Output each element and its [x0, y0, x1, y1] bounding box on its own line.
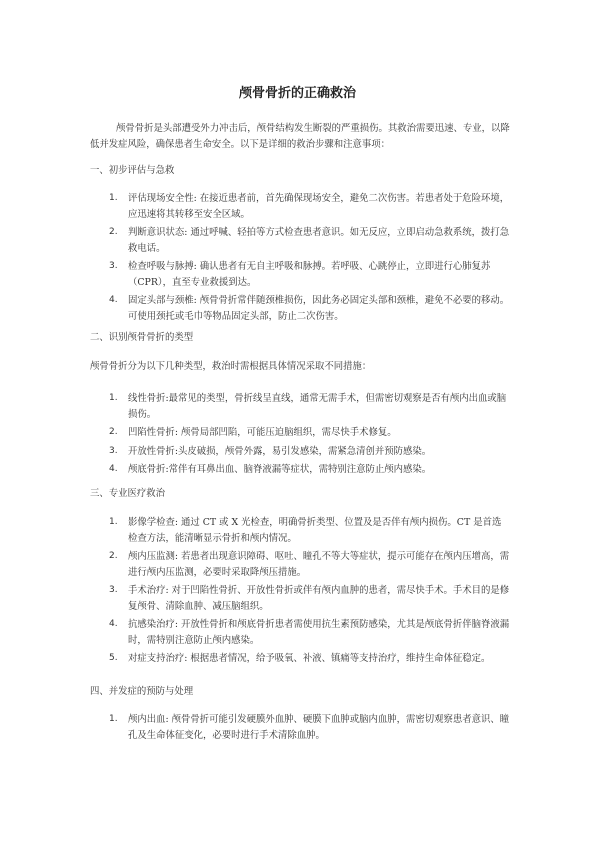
list-item-number: 3.: [109, 585, 118, 595]
list-item: [90, 549, 510, 580]
list-item-text: 抗感染治疗: 开放性骨折和颅底骨折患者需使用抗生素预防感染，尤其是颅底骨折伴脑脊液漏时，需特别注意防止颅内感染。: [128, 619, 510, 646]
list-item-text: 手术治疗: 对于凹陷性骨折、开放性骨折或伴有颅内血肿的患者，需尽快手术。手术目的是修复颅骨、清除血肿、减压脑组织。: [128, 585, 510, 612]
list-complications: [90, 712, 510, 743]
list-item-text: 判断意识状态: 通过呼喊、轻拍等方式检查患者意识。如无反应，立即启动急救系统，拨打急救电话。: [128, 227, 510, 254]
section-paragraph-fracture-types: 颅骨骨折分为以下几种类型，救治时需根据具体情况采取不同措施：: [90, 361, 372, 372]
list-item-number: 2.: [109, 227, 118, 237]
list-item-text: 颅内压监测: 若患者出现意识障碍、呕吐、瞳孔不等大等症状，提示可能存在颅内压增高，需进行颅内压监测，必要时采取降颅压措施。: [128, 551, 510, 578]
list-item-number: 2.: [109, 551, 118, 561]
list-item-text: 颅底骨折:常伴有耳鼻出血、脑脊液漏等症状，需特别注意防止颅内感染。: [128, 464, 432, 475]
list-item-number: 1.: [109, 393, 118, 403]
list-item: [90, 444, 510, 460]
list-item: [90, 259, 510, 290]
list-item-number: 5.: [109, 653, 118, 663]
list-item: [90, 391, 510, 422]
list-item-number: 4.: [109, 464, 118, 474]
list-item: [90, 225, 510, 256]
list-item: [90, 515, 510, 546]
list-item-text: 线性骨折:最常见的类型，骨折线呈直线，通常无需手术，但需密切观察是否有颅内出血或脑损伤。: [128, 393, 507, 420]
list-item: [90, 583, 510, 614]
list-item-text: 开放性骨折:头皮破损，颅骨外露，易引发感染，需紧急清创并预防感染。: [128, 445, 432, 457]
section-heading-fracture-types: 二、识别颅骨骨折的类型: [90, 332, 194, 343]
list-item: [90, 712, 510, 743]
list-item: [90, 425, 510, 441]
list-item-text: 检查呼吸与脉搏: 确认患者有无自主呼吸和脉搏。若呼吸、心跳停止，立即进行心肺复苏（CPR），直至专业救援到达。: [128, 261, 491, 288]
document-title: 颅骨骨折的正确救治: [238, 86, 356, 101]
list-item-number: 2.: [109, 427, 118, 437]
list-item: [90, 462, 510, 478]
list-item-text: 评估现场安全性: 在接近患者前，首先确保现场安全，避免二次伤害。若患者处于危险环境，应迅速将其转移至安全区域。: [128, 193, 510, 220]
list-fracture-types: [90, 391, 510, 481]
list-item-number: 1.: [109, 193, 118, 203]
section-heading-complications: 四、并发症的预防与处理: [90, 686, 194, 697]
list-item: [90, 293, 510, 324]
list-item-text: 影像学检查: 通过 CT 或 X 光检查，明确骨折类型、位置及是否伴有颅内损伤。CT 是首选检查方法，能清晰显示骨折和颅内情况。: [128, 517, 502, 544]
list-item: [90, 191, 510, 222]
list-item-number: 1.: [109, 517, 118, 527]
list-item-number: 4.: [109, 295, 118, 305]
section-heading-medical-treatment: 三、专业医疗救治: [90, 488, 166, 499]
intro-paragraph: 颅骨骨折是头部遭受外力冲击后，颅骨结构发生断裂的严重损伤。其救治需要迅速、专业，以降低并发症风险，确保患者生命安全。以下是详细的救治步骤和注意事项：: [90, 123, 510, 150]
list-item: [90, 651, 510, 667]
list-item-text: 凹陷性骨折: 颅骨局部凹陷，可能压迫脑组织，需尽快手术修复。: [128, 427, 397, 438]
list-initial-assessment: [90, 191, 510, 327]
list-item-text: 对症支持治疗: 根据患者情况，给予吸氧、补液、镇痛等支持治疗，维持生命体征稳定。: [128, 653, 491, 664]
list-item-text: 颅内出血: 颅骨骨折可能引发硬膜外血肿、硬膜下血肿或脑内血肿，需密切观察患者意识、瞳孔及生命体征变化，必要时进行手术清除血肿。: [128, 714, 510, 741]
list-item-number: 1.: [109, 714, 118, 724]
list-medical-treatment: [90, 515, 510, 670]
list-item: [90, 617, 510, 648]
section-heading-initial-assessment: 一、初步评估与急救: [90, 165, 175, 176]
list-item-number: 4.: [109, 619, 118, 629]
list-item-number: 3.: [109, 445, 118, 456]
list-item-number: 3.: [109, 261, 118, 271]
list-item-text: 固定头部与颈椎: 颅骨骨折常伴随颈椎损伤，因此务必固定头部和颈椎，避免不必要的移动。可使用颈托或毛巾等物品固定头部，防止二次伤害。: [128, 295, 510, 322]
